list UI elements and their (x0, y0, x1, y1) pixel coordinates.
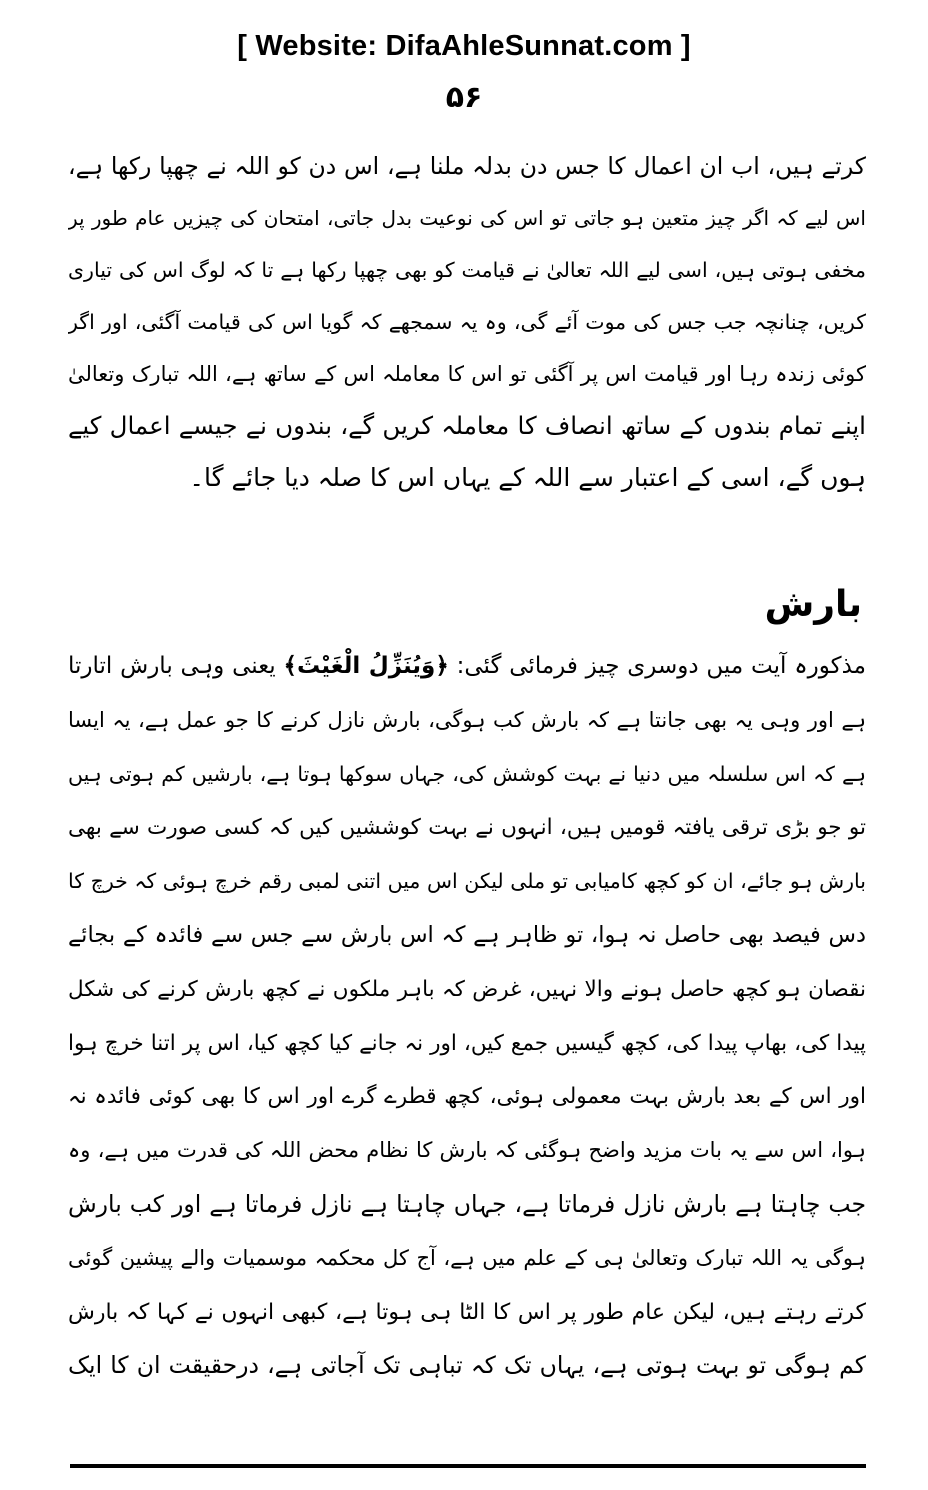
text-line: جب چاہتا ہے بارش نازل فرماتا ہے، جہاں چاہتا ہے نازل فرماتا ہے اور کب بارش (68, 1189, 866, 1218)
text-line: کرتے ہیں، اب ان اعمال کا جس دن بدلہ ملنا ہے، اس دن کو اللہ نے چھپا رکھا ہے، (68, 152, 866, 180)
text-line: اور اس کے بعد بارش بہت معمولی ہوئی، کچھ قطرے گرے اور اس کا بھی کوئی فائدہ نہ (68, 1084, 866, 1110)
text-line: ہوگی یہ اللہ تبارک وتعالیٰ ہی کے علم میں ہے، آج کل محکمہ موسمیات والے پیشین گوئی (68, 1245, 866, 1270)
text-line: ہے اور وہی یہ بھی جانتا ہے کہ بارش کب ہوگی، بارش نازل کرنے کا جو عمل ہے، یہ ایسا (68, 707, 866, 732)
section-heading: بارش (764, 584, 862, 625)
text-line: نقصان ہو کچھ حاصل ہونے والا نہیں، غرض کہ باہر ملکوں نے کچھ بارش کرنے کی شکل (68, 976, 866, 1002)
text-line: کوئی زندہ رہا اور قیامت اس پر آگئی تو اس کا معاملہ اس کے ساتھ ہے، اللہ تبارک وتعالیٰ (68, 362, 866, 386)
text-line: ہے کہ اس سلسلہ میں دنیا نے بہت کوشش کی، جہاں سوکھا ہوتا ہے، بارشیں کم ہوتی ہیں (68, 761, 866, 786)
line-text: مذکورہ آیت میں دوسری چیز فرمائی گئی: (456, 653, 866, 679)
paragraph-continuation (68, 140, 866, 504)
text-line-with-verse (68, 640, 866, 694)
text-line: بارش ہو جائے، ان کو کچھ کامیابی تو ملی لیکن اس میں اتنی لمبی رقم خرچ ہوئی کہ خرچ کا (68, 869, 866, 894)
text-line: ہوا، اس سے یہ بات مزید واضح ہوگئی کہ بارش کا نظام محض اللہ کی قدرت میں ہے، وہ (68, 1138, 866, 1163)
text-line: کریں، چنانچہ جب جس کی موت آئے گی، وہ یہ سمجھے کہ گویا اس کی قیامت آگئی، اور اگر (68, 310, 866, 334)
text-line: کرتے رہتے ہیں، لیکن عام طور پر اس کا الٹا ہی ہوتا ہے، کبھی انہوں نے کہا کہ بارش (68, 1299, 866, 1325)
bottom-rule (70, 1464, 866, 1468)
text-line: اپنے تمام بندوں کے ساتھ انصاف کا معاملہ کریں گے، بندوں نے جیسے اعمال کیے (68, 411, 866, 440)
website-header: [ Website: DifaAhleSunnat.com ] (237, 30, 691, 62)
text-line: اس لیے کہ اگر چیز متعین ہو جاتی تو اس کی نوعیت بدل جاتی، امتحان کی چیزیں عام طور پر (68, 206, 866, 230)
text-line: مخفی ہوتی ہیں، اسی لیے اللہ تعالیٰ نے قیامت کو بھی چھپا رکھا ہے تا کہ لوگ اس کی تیاری (68, 258, 866, 282)
quran-verse: ﴿وَيُنَزِّلُ الْغَيْثَ﴾ (283, 653, 449, 679)
page-number: ۵۶ (445, 80, 483, 115)
text-line: تو جو بڑی ترقی یافتہ قومیں ہیں، انہوں نے بہت کوششیں کیں کہ کسی صورت سے بھی (68, 815, 866, 841)
text-line: ہوں گے، اسی کے اعتبار سے اللہ کے یہاں اس کا صلہ دیا جائے گا۔ (189, 463, 866, 492)
text-line: پیدا کی، بھاپ پیدا کی، کچھ گیسیں جمع کیں، اور نہ جانے کیا کچھ کیا، اس پر اتنا خرچ ہوا (68, 1030, 866, 1056)
text-line: دس فیصد بھی حاصل نہ ہوا، تو ظاہر ہے کہ اس بارش سے جس سے فائدہ کے بجائے (68, 921, 866, 948)
paragraph-rain (68, 640, 866, 1393)
text-line: کم ہوگی تو بہت ہوتی ہے، یہاں تک کہ تباہی تک آجاتی ہے، درحقیقت ان کا ایک (68, 1351, 866, 1380)
line-text: یعنی وہی بارش اتارتا (68, 653, 276, 679)
